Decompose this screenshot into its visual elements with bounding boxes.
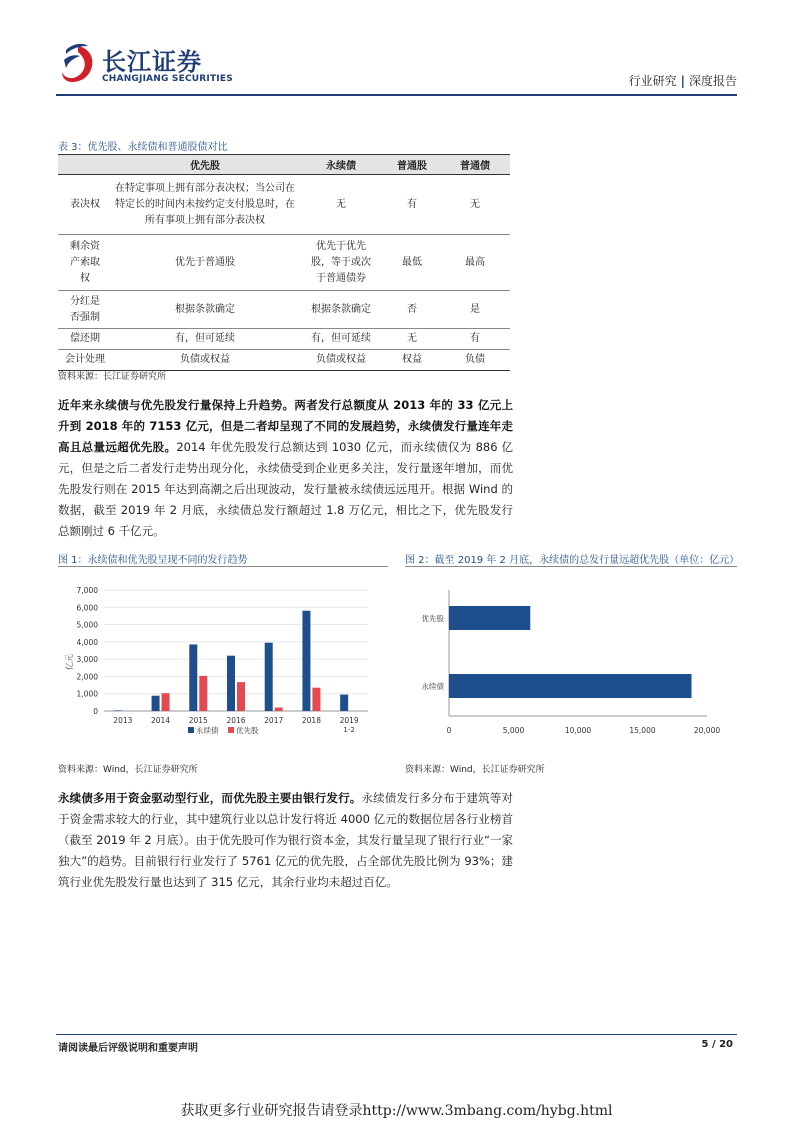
report-category xyxy=(629,72,737,89)
figure1-chart xyxy=(58,570,388,752)
table-source: 资料来源：长江证券研究所 xyxy=(58,372,167,382)
table-cell: 权益 xyxy=(384,350,440,371)
header-rule xyxy=(56,94,737,96)
legend-swatch xyxy=(228,727,234,733)
table-cell: 分红是否强制 xyxy=(58,291,112,329)
x-tick-label: 2017 xyxy=(264,716,284,725)
subsection-label: 深度报告 xyxy=(688,74,737,88)
table-cell: 最高 xyxy=(440,235,510,291)
figure2-top-rule xyxy=(405,566,737,567)
x-tick-label: 2015 xyxy=(188,716,208,725)
figure1-top-rule xyxy=(58,566,388,567)
bar-preferred-stock xyxy=(275,708,283,711)
x-tick-label: 2013 xyxy=(113,716,133,725)
table-header-cell: 优先股 xyxy=(112,155,298,175)
paragraph-body: 永续债发行多分布于建筑等对于资金需求较大的行业，其中建筑行业以总计发行将近 4000 亿元的数据位居各行业榜首（截至 2019 年 2 月底）。由于优先股可作为银行资本金，其发行量呈现了银行行业“一家独大”的趋势。目前银行行业发行了 5761 亿元的优先股，占全部优先股比例为 93%；建筑行业优先股发行量也达到了 315 亿元，其余行业均未超过百亿。 xyxy=(58,791,514,889)
logo-english-name: CHANGJIANG SECURITIES xyxy=(102,74,233,84)
table-cell: 有 xyxy=(440,329,510,350)
x-tick-label: 2016 xyxy=(226,716,246,725)
bar-perpetual-bond xyxy=(340,695,348,711)
section-label: 行业研究 xyxy=(628,74,677,88)
paragraph-lead: 永续债多用于资金驱动型行业，而优先股主要由银行发行。 xyxy=(58,791,362,805)
x-tick-label: 2019 xyxy=(339,716,359,725)
x-tick-sublabel: 1-2 xyxy=(343,726,355,734)
y-tick-label: 3,000 xyxy=(76,655,98,665)
x-tick-label: 5,000 xyxy=(502,726,525,735)
table-cell: 有，但可延续 xyxy=(112,329,298,350)
table-cell: 无 xyxy=(440,175,510,235)
table-cell: 最低 xyxy=(384,235,440,291)
x-tick-label: 15,000 xyxy=(629,726,656,735)
bar-preferred-stock xyxy=(449,606,530,630)
download-notice: 获取更多行业研究报告请登录http://www.3mbang.com/hybg.html xyxy=(180,1103,613,1119)
figure1-title: 图 1：永续债和优先股呈现不同的发行趋势 xyxy=(58,555,248,566)
table-cell: 无 xyxy=(384,329,440,350)
figure2-chart xyxy=(405,570,737,752)
footer-disclaimer: 请阅读最后评级说明和重要声明 xyxy=(58,1043,198,1054)
table-cell: 是 xyxy=(440,291,510,329)
table-row xyxy=(58,291,510,329)
bar-perpetual-bond xyxy=(227,656,235,711)
figure2-source: 资料来源：Wind，长江证券研究所 xyxy=(405,765,545,775)
table-cell: 表决权 xyxy=(58,175,112,235)
bar-perpetual-bond xyxy=(152,696,160,711)
paragraph-body: 2014 年优先股发行总额达到 1030 亿元，而永续债仅为 886 亿元，但是之后二者发行走势出现分化，永续债受到企业更多关注，发行量逐年增加，而优先股发行则在 2015 年达到高潮之后出现波动，发行量被永续债远远甩开。根据 Wind 的数据，截至 2019 年 2 月底，永续债总发行额超过 1.8 万亿元，相比之下，优先股发行总额刚过 6 千亿元。 xyxy=(58,440,514,538)
figure2-x-ticks xyxy=(447,726,721,735)
table-header-cell: 永续债 xyxy=(298,155,384,175)
table-cell: 有 xyxy=(384,175,440,235)
paragraph-issuance-trend xyxy=(58,395,513,542)
figure1-y-label: 亿元 xyxy=(65,654,74,670)
bar-perpetual-bond xyxy=(449,674,692,698)
x-tick-label: 2014 xyxy=(151,716,171,725)
y-tick-label: 2,000 xyxy=(76,672,98,682)
footer-rule xyxy=(56,1034,737,1035)
table-header-cell xyxy=(58,155,112,175)
logo-mark-icon xyxy=(58,40,98,90)
legend-label: 永续债 xyxy=(196,726,219,735)
figure1-legend xyxy=(188,725,259,735)
bar-preferred-stock xyxy=(162,693,170,711)
bar-preferred-stock xyxy=(199,676,207,711)
table-row xyxy=(58,329,510,350)
table-title: 表 3：优先股、永续债和普通股债对比 xyxy=(58,142,228,153)
table-row xyxy=(58,175,510,235)
paragraph-industry-distribution xyxy=(58,788,513,893)
table-cell: 根据条款确定 xyxy=(112,291,298,329)
table-cell: 负债或权益 xyxy=(112,350,298,371)
figure2-title: 图 2：截至 2019 年 2 月底，永续债的总发行量远超优先股（单位：亿元） xyxy=(405,555,740,566)
paragraph-lead: 近年来永续债与优先股发行量保持上升趋势。两者发行总额度从 2013 年的 33 亿元上升到 2018 年的 7153 亿元，但是二者却呈现了不同的发展趋势，永续债发行量连年走高且总量远超优先股。 xyxy=(58,398,513,454)
table-cell: 优先于普通股 xyxy=(112,235,298,291)
table-cell: 优先于优先股，等于或次于普通债券 xyxy=(298,235,384,291)
x-tick-label: 20,000 xyxy=(693,726,721,735)
figure2-bars xyxy=(449,606,692,698)
bar-perpetual-bond xyxy=(114,710,122,711)
table-cell: 负债或权益 xyxy=(298,350,384,371)
figure1-y-ticks xyxy=(77,586,99,716)
y-tick-label: 6,000 xyxy=(76,603,98,613)
table-header-cell: 普通股 xyxy=(384,155,440,175)
figure1-source: 资料来源：Wind，长江证券研究所 xyxy=(58,765,198,775)
figure1-gridlines xyxy=(104,590,368,711)
bar-preferred-stock xyxy=(312,688,320,711)
bar-preferred-stock xyxy=(237,682,245,711)
y-tick-label: 1,000 xyxy=(76,689,98,699)
y-tick-label: 5,000 xyxy=(76,620,98,630)
comparison-table xyxy=(58,154,510,371)
header-separator: | xyxy=(680,74,685,88)
logo-chinese-name: 长江证券 xyxy=(102,48,202,76)
legend-label: 优先股 xyxy=(236,726,259,735)
table-cell: 负债 xyxy=(440,350,510,371)
y-tick-label: 0 xyxy=(93,707,98,716)
table-cell: 会计处理 xyxy=(58,350,112,371)
table-header-cell: 普通债 xyxy=(440,155,510,175)
category-label: 永续债 xyxy=(421,682,444,691)
table-cell: 剩余资产索取权 xyxy=(58,235,112,291)
company-logo xyxy=(58,40,248,90)
x-tick-label: 10,000 xyxy=(564,726,592,735)
x-tick-label: 0 xyxy=(446,726,452,735)
table-cell: 根据条款确定 xyxy=(298,291,384,329)
page-number: 5 / 20 xyxy=(701,1039,733,1050)
y-tick-label: 4,000 xyxy=(76,637,98,647)
x-tick-label: 2018 xyxy=(301,716,321,725)
bar-perpetual-bond xyxy=(302,611,310,711)
table-cell: 有，但可延续 xyxy=(298,329,384,350)
bar-perpetual-bond xyxy=(265,643,273,711)
table-row xyxy=(58,350,510,371)
figure2-category-labels xyxy=(422,613,445,691)
table-row xyxy=(58,235,510,291)
y-tick-label: 7,000 xyxy=(76,586,98,595)
table-header-row xyxy=(58,155,510,175)
table-cell: 偿还期 xyxy=(58,329,112,350)
table-cell: 否 xyxy=(384,291,440,329)
category-label: 优先股 xyxy=(421,614,444,623)
bar-perpetual-bond xyxy=(189,644,197,711)
figure1-bars xyxy=(114,611,348,711)
table-cell: 在特定事项上拥有部分表决权；当公司在特定长的时间内未按约定支付股息时，在所有事项上拥有部分表决权 xyxy=(112,175,298,235)
table-cell: 无 xyxy=(298,175,384,235)
legend-swatch xyxy=(188,727,194,733)
